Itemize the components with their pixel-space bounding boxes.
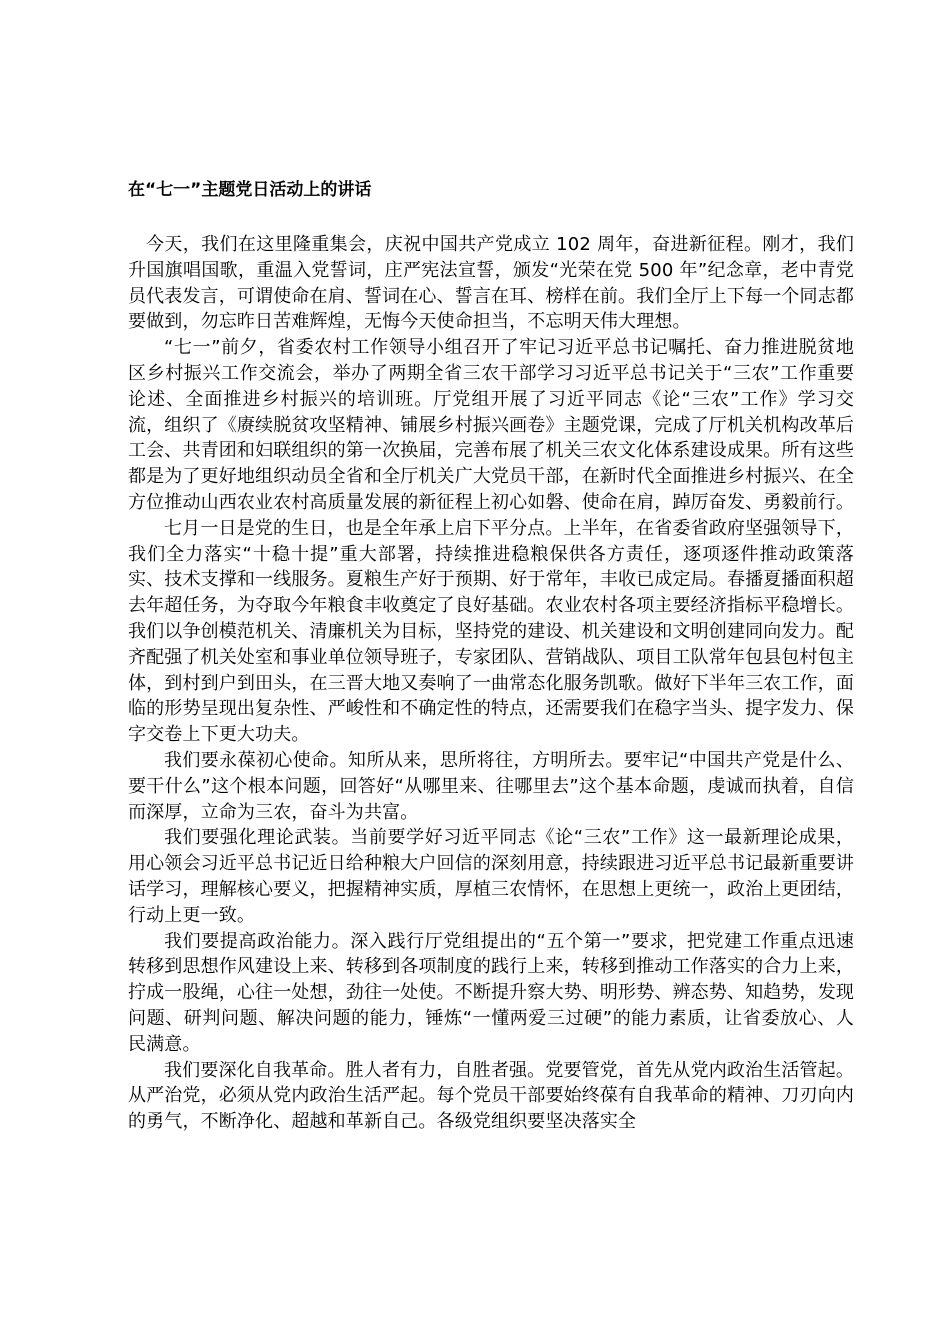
paragraph-party-birthday: 七月一日是党的生日，也是全年承上启下平分点。上半年，在省委省政府坚强领导下，我们全力落实“十稳十提”重大部署，持续推进稳粮保供各方责任，逐项逐件推动政策落实、技术支撑和一线服务。夏粮生产好于预期、好于常年，丰收已成定局。春播夏播面积超去年超任务，为夺取今年粮食丰收奠定了良好基础。农业农村各项主要经济指标平稳增长。我们以争创模范机关、清廉机关为目标，坚持党的建设、机关建设和文明创建同向发力。配齐配强了机关处室和事业单位领导班子，专家团队、营销战队、项目工队常年包县包村包主体，到村到户到田头，在三晋大地又奏响了一曲常态化服务凯歌。做好下半年三农工作，面临的形势呈现出复杂性、严峻性和不确定性的特点，还需要我们在稳字当头、提字发力、保字交卷上下更大功夫。 [128,517,854,746]
document-title: 在“七一”主题党日活动上的讲话 [128,180,372,200]
paragraph-theory: 我们要强化理论武装。当前要学好习近平同志《论“三农”工作》这一最新理论成果，用心领会习近平总书记近日给种粮大户回信的深刻用意，持续跟进习近平总书记最新重要讲话学习，理解核心要义，把握精神实质，厚植三农情怀，在思想上更统一，政治上更团结，行动上更一致。 [128,827,854,926]
document-body [128,232,854,1135]
paragraph-political-ability: 我们要提高政治能力。深入践行厅党组提出的“五个第一”要求，把党建工作重点迅速转移到思想作风建设上来、转移到各项制度的践行上来，转移到推动工作落实的合力上来，拧成一股绳，心往一处想，劲往一处使。不断提升察大势、明形势、辨态势、知趋势，发现问题、研判问题、解决问题的能力，锤炼“一懂两爱三过硬”的能力素质，让省委放心、人民满意。 [128,930,854,1055]
paragraph-july-first-eve: “七一”前夕，省委农村工作领导小组召开了牢记习近平总书记嘱托、奋力推进脱贫地区乡村振兴工作交流会，举办了两期全省三农干部学习习近平总书记关于“三农”工作重要论述、全面推进乡村振兴的培训班。厅党组开展了习近平同志《论“三农”工作》学习交流，组织了《赓续脱贫攻坚精神、铺展乡村振兴画卷》主题党课，完成了厅机关机构改革后工会、共青团和妇联组织的第一次换届，完善布展了机关三农文化体系建设成果。所有这些都是为了更好地组织动员全省和全厅机关广大党员干部，在新时代全面推进乡村振兴、在全方位推动山西农业农村高质量发展的新征程上初心如磐、使命在肩，踔厉奋发、勇毅前行。 [128,337,854,513]
paragraph-original-mission: 我们要永葆初心使命。知所从来，思所将往，方明所去。要牢记“中国共产党是什么、要干什么”这个根本问题，回答好“从哪里来、往哪里去”这个基本命题，虔诚而执着，自信而深厚，立命为三农，奋斗为共富。 [128,749,854,823]
paragraph-self-revolution: 我们要深化自我革命。胜人者有力，自胜者强。党要管党，首先从党内政治生活管起。从严治党，必须从党内政治生活严起。每个党员干部要始终葆有自我革命的精神、刀刃向内的勇气，不断净化、超越和革新自己。各级党组织要坚决落实全 [128,1059,854,1133]
paragraph-opening: 今天，我们在这里隆重集会，庆祝中国共产党成立 102 周年，奋进新征程。刚才，我们升国旗唱国歌，重温入党誓词，庄严宪法宣誓，颁发“光荣在党 500 年”纪念章，老中青党员代表发言，可谓使命在肩、誓词在心、誓言在耳、榜样在前。我们全厅上下每一个同志都要做到，勿忘昨日苦难辉煌，无悔今天使命担当，不忘明天伟大理想。 [128,234,854,333]
